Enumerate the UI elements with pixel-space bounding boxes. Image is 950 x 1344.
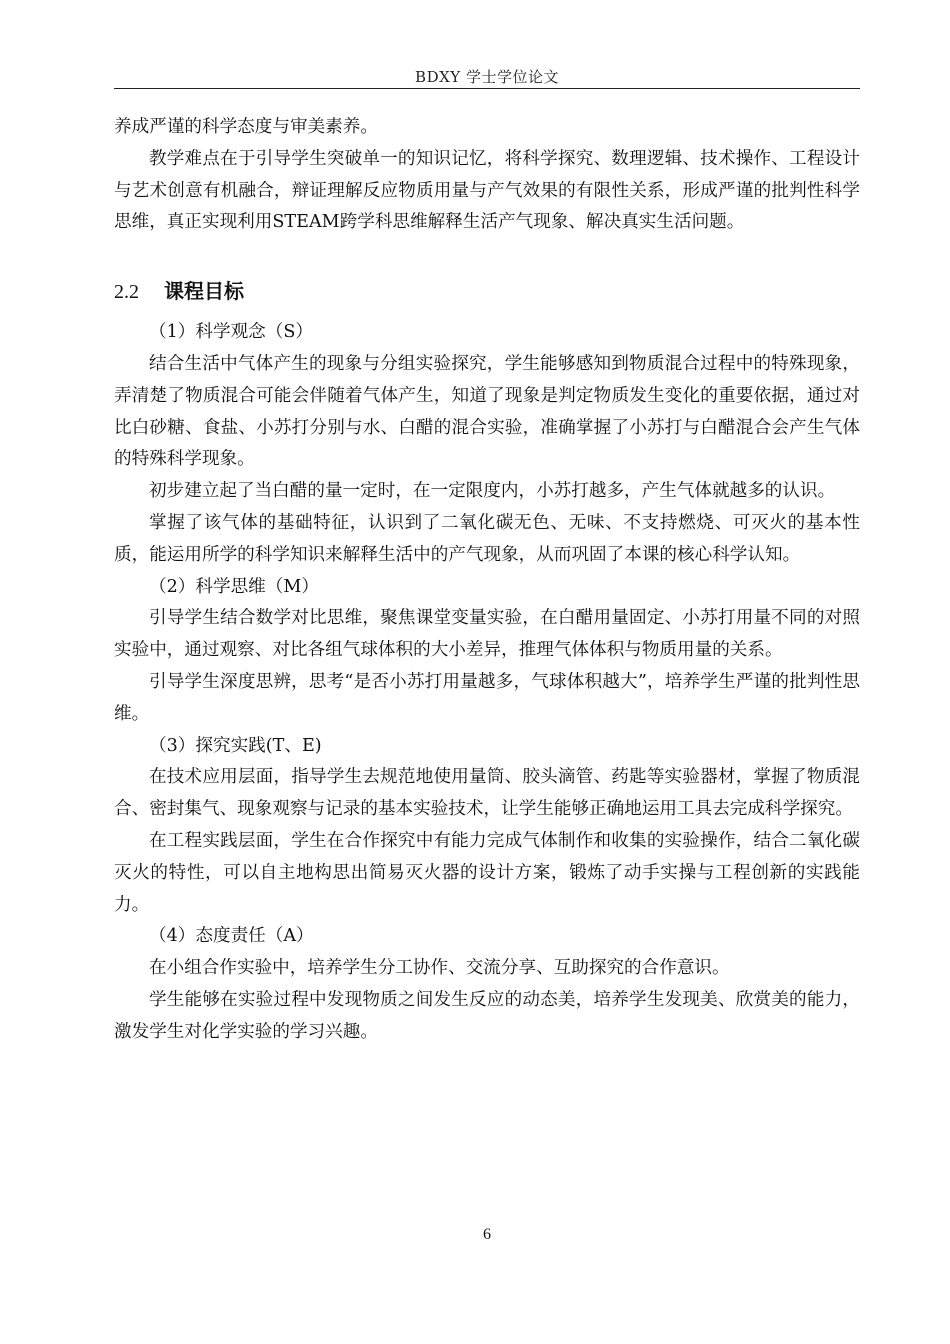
section-number: 2.2 — [114, 281, 139, 304]
goal-heading-thinking: （2）科学思维（M） — [149, 576, 319, 597]
goal-heading-practice: （3）探究实践(T、E) — [149, 735, 322, 756]
section-heading — [114, 275, 860, 308]
goal-attitude-paragraph-2: 学生能够在实验过程中发现物质之间发生反应的动态美，培养学生发现美、欣赏美的能力，激发学生对化学实验的学习兴趣。 — [114, 989, 860, 1042]
goal-science-paragraph-2: 初步建立起了当白醋的量一定时，在一定限度内，小苏打越多，产生气体就越多的认识。 — [149, 481, 836, 502]
goal-science-paragraph-1: 结合生活中气体产生的现象与分组实验探究，学生能够感知到物质混合过程中的特殊现象，弄清楚了物质混合可能会伴随着气体产生，知道了现象是判定物质发生变化的重要依据，通过对比白砂糖、食盐、小苏打分别与水、白醋的混合实验，准确掌握了小苏打与白醋混合会产生气体的特殊科学现象。 — [114, 353, 860, 470]
goal-thinking-paragraph-1: 引导学生结合数学对比思维，聚焦课堂变量实验，在白醋用量固定、小苏打用量不同的对照实验中，通过观察、对比各组气球体积的大小差异，推理气体体积与物质用量的关系。 — [114, 608, 860, 661]
header-rule — [114, 88, 860, 89]
goal-thinking-paragraph-2: 引导学生深度思辨，思考“是否小苏打用量越多，气球体积越大”，培养学生严谨的批判性思维。 — [114, 671, 860, 724]
page-header-title: BDXY 学士学位论文 — [415, 68, 559, 86]
goal-science-paragraph-3: 掌握了该气体的基础特征，认识到了二氧化碳无色、无味、不支持燃烧、可灭火的基本性质，能运用所学的科学知识来解释生活中的产气现象，从而巩固了本课的核心科学认知。 — [114, 512, 860, 565]
page-number: 6 — [483, 1226, 491, 1243]
goal-practice-paragraph-2: 在工程实践层面，学生在合作探究中有能力完成气体制作和收集的实验操作，结合二氧化碳灭火的特性，可以自主地构思出简易灭火器的设计方案，锻炼了动手实操与工程创新的实践能力。 — [114, 830, 860, 915]
goal-attitude-paragraph-1: 在小组合作实验中，培养学生分工协作、交流分享、互助探究的合作意识。 — [149, 958, 730, 979]
goal-heading-attitude: （4）态度责任（A） — [149, 926, 314, 947]
intro-paragraph-2: 教学难点在于引导学生突破单一的知识记忆，将科学探究、数理逻辑、技术操作、工程设计与艺术创意有机融合，辩证理解反应物质用量与产气效果的有限性关系，形成严谨的批判性科学思维，真正实现利用STEAM跨学科思维解释生活产气现象、解决真实生活问题。 — [114, 148, 860, 233]
intro-paragraph-1: 养成严谨的科学态度与审美素养。 — [114, 117, 378, 137]
page-body — [114, 112, 860, 1049]
goal-practice-paragraph-1: 在技术应用层面，指导学生去规范地使用量筒、胶头滴管、药匙等实验器材，掌握了物质混合、密封集气、现象观察与记录的基本实验技术，让学生能够正确地运用工具去完成科学探究。 — [114, 767, 860, 820]
section-title: 课程目标 — [164, 279, 244, 304]
goal-heading-science: （1）科学观念（S） — [149, 322, 313, 343]
